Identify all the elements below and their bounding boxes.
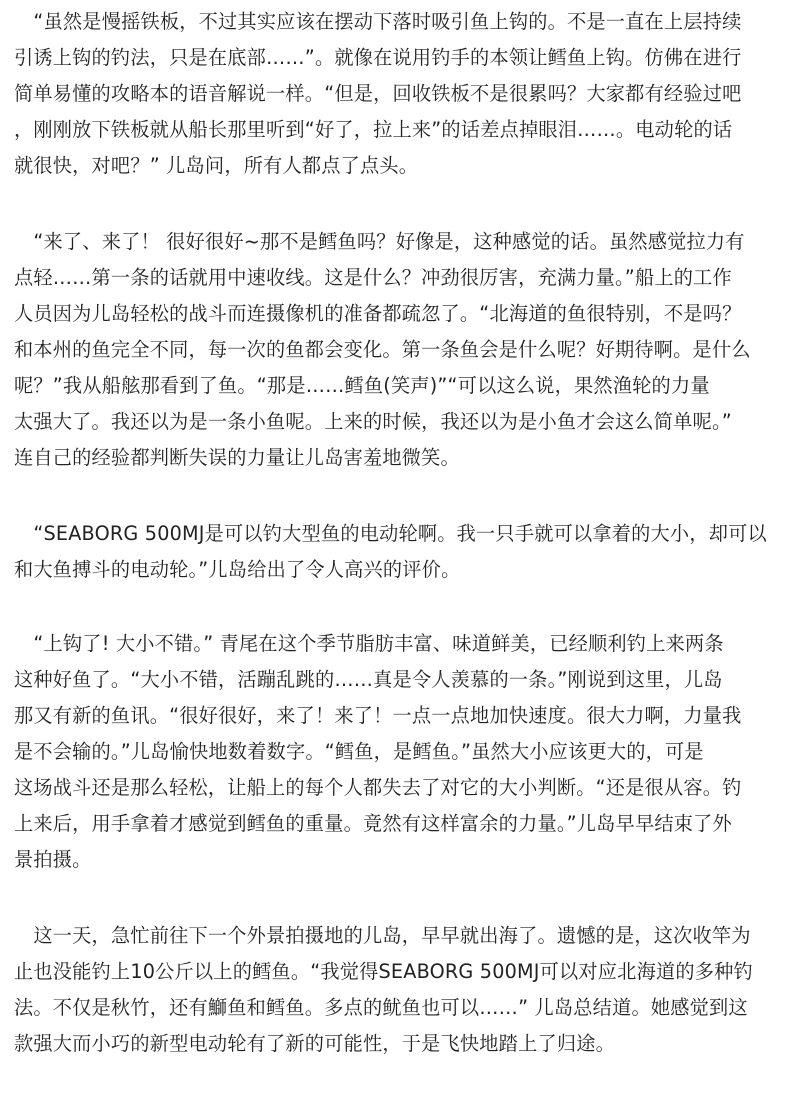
text-line: 简单易懂的攻略本的语音解说一样。“但是，回收铁板不是很累吗？大家都有经验过吧 <box>14 82 742 105</box>
text-line: 法。不仅是秋竹，还有鰤鱼和鳕鱼。多点的鱿鱼也可以……” 儿岛总结道。她感觉到这 <box>14 996 748 1019</box>
paragraph-2 <box>14 224 784 476</box>
text-line: 是不会输的。”儿岛愉快地数着数字。“鳕鱼，是鳕鱼。”虽然大小应该更大的，可是 <box>14 740 704 763</box>
text-line: “SEABORG 500MJ是可以钓大型鱼的电动轮啊。我一只手就可以拿着的大小，却可以 <box>14 522 767 545</box>
text-line: 止也没能钓上10公斤以上的鳕鱼。“我觉得SEABORG 500MJ可以对应北海道的多种钓 <box>14 960 753 983</box>
text-line: “来了、来了！ 很好很好~那不是鳕鱼吗？好像是，这种感觉的话。虽然感觉拉力有 <box>14 230 745 253</box>
text-line: 这场战斗还是那么轻松，让船上的每个人都失去了对它的大小判断。“还是很从容。钓 <box>14 776 742 799</box>
text-line: 太强大了。我还以为是一条小鱼呢。上来的时候，我还以为是小鱼才会这么简单呢。” <box>14 410 732 433</box>
text-line: 款强大而小巧的新型电动轮有了新的可能性，于是飞快地踏上了归途。 <box>14 1032 616 1055</box>
text-line: 上来后，用手拿着才感觉到鳕鱼的重量。竟然有这样富余的力量。”儿岛早早结束了外 <box>14 812 732 835</box>
paragraph-4 <box>14 626 784 878</box>
text-line: 景拍摄。 <box>14 848 92 871</box>
text-line: 这种好鱼了。“大小不错，活蹦乱跳的……真是令人羡慕的一条。”刚说到这里，儿岛 <box>14 668 723 691</box>
paragraph-1 <box>14 4 784 184</box>
text-line: 点轻……第一条的话就用中速收线。这是什么？冲劲很厉害，充满力量。”船上的工作 <box>14 266 732 289</box>
text-line: 连自己的经验都判断失误的力量让儿岛害羞地微笑。 <box>14 446 460 469</box>
paragraph-5 <box>14 918 784 1062</box>
text-line: 引诱上钩的钓法，只是在底部……”。就像在说用钓手的本领让鳕鱼上钩。仿佛在进行 <box>14 46 742 69</box>
text-line: 呢？”我从船舷那看到了鱼。“那是……鳕鱼(笑声)”“可以这么说，果然渔轮的力量 <box>14 374 710 397</box>
text-line: “上钩了! 大小不错。” 青尾在这个季节脂肪丰富、味道鲜美，已经顺利钓上来两条 <box>14 632 724 655</box>
text-line: 人员因为儿岛轻松的战斗而连摄像机的准备都疏忽了。“北海道的鱼很特别，不是吗？ <box>14 302 742 325</box>
text-line: 那又有新的鱼讯。“很好很好，来了！来了！一点一点地加快速度。很大力啊，力量我 <box>14 704 742 727</box>
text-line: 就很快，对吧？” 儿岛问，所有人都点了点头。 <box>14 154 419 177</box>
text-line: 和大鱼搏斗的电动轮。”儿岛给出了令人高兴的评价。 <box>14 558 461 581</box>
text-line: 这一天，急忙前往下一个外景拍摄地的儿岛，早早就出海了。遗憾的是，这次收竿为 <box>14 924 751 947</box>
paragraph-3 <box>14 516 784 588</box>
text-line: ，刚刚放下铁板就从船长那里听到“好了，拉上来”的话差点掉眼泪……。电动轮的话 <box>14 118 733 141</box>
text-line: “虽然是慢摇铁板，不过其实应该在摆动下落时吸引鱼上钩的。不是一直在上层持续 <box>14 10 742 33</box>
text-line: 和本州的鱼完全不同，每一次的鱼都会变化。第一条鱼会是什么呢？好期待啊。是什么 <box>14 338 751 361</box>
